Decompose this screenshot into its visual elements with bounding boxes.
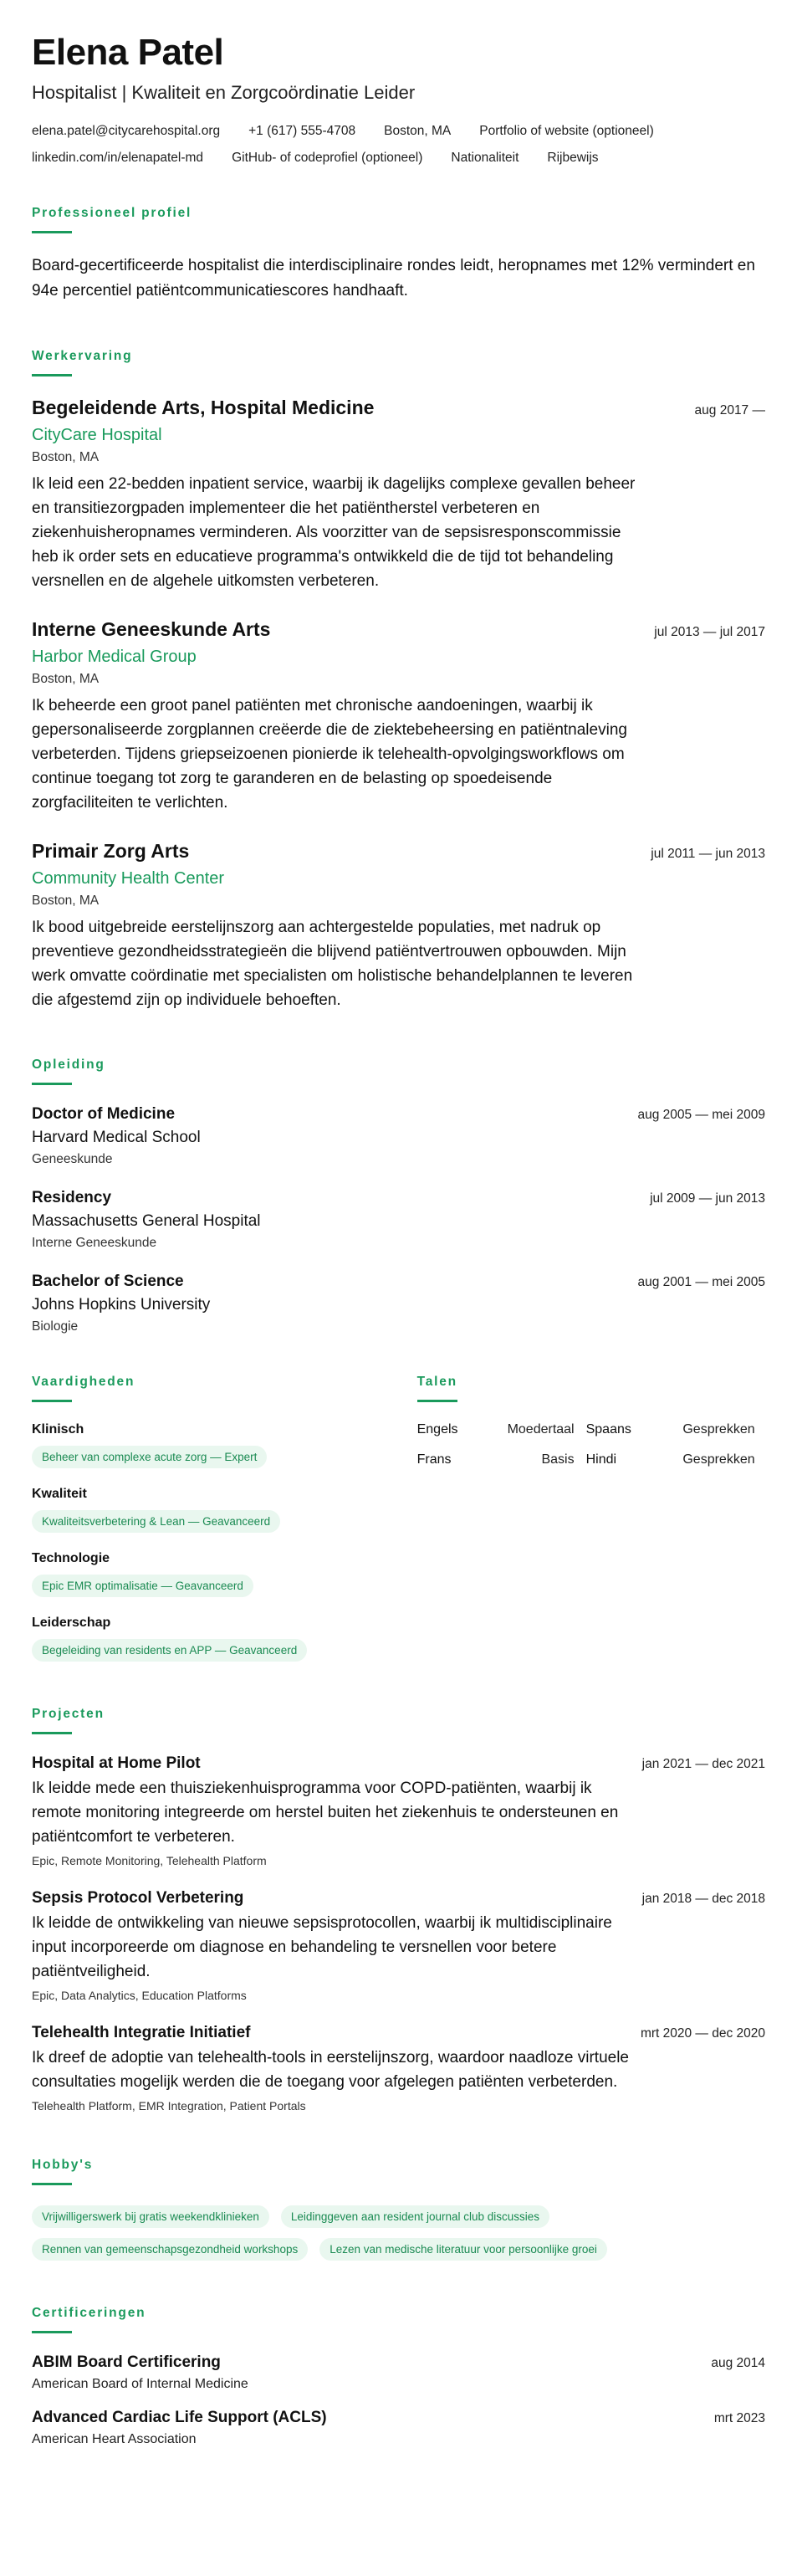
education-dates: aug 2005 — mei 2009 (637, 1108, 765, 1122)
education-entry (32, 1105, 765, 1167)
certification-entry (32, 2353, 765, 2392)
language-name: Spaans (585, 1422, 631, 1437)
skill-group (32, 1422, 360, 1468)
project-dates: jan 2021 — dec 2021 (641, 1757, 765, 1771)
project-description: Ik dreef de adoptie van telehealth-tools in eerstelijnszorg, waardoor naadloze virtuele consultaties mogelijk werden die de toegang voor afgelegen patiënten verbeterden. (32, 2049, 629, 2091)
section-title: Talen (416, 1375, 457, 1389)
section-divider (32, 1083, 72, 1085)
skills-section (32, 1375, 360, 1662)
education-degree: Bachelor of Science (32, 1273, 184, 1290)
job-title: Primair Zorg Arts (32, 840, 190, 862)
contact-portfolio[interactable]: Portfolio of website (optioneel) (479, 124, 654, 138)
job-location: Boston, MA (32, 672, 100, 686)
skill-category: Technologie (32, 1551, 110, 1565)
project-technologies: Epic, Data Analytics, Education Platforms (32, 1989, 247, 2002)
job-description: Ik leid een 22-bedden inpatient service, waarbij ik dagelijks complexe gevallen beheer en transitiezorgpaden implementeer die het patiëntherstel verbeteren en ziekenhuisheropnames verminderen. Als voorzitter van de sepsisresponscommissie heb ik order sets en educatieve programma's ontwikkeld die de tijd tot behandeling versnellen en de algehele uitkomsten verbeteren. (32, 475, 636, 590)
section-divider (417, 1400, 457, 1402)
contact-list (32, 124, 765, 166)
section-title: Hobby's (32, 2158, 94, 2172)
section-divider (32, 1400, 72, 1402)
job-dates: aug 2017 — (694, 403, 765, 417)
skill-group (32, 1487, 360, 1533)
skill-category: Leiderschap (32, 1616, 111, 1630)
certification-entry (32, 2409, 765, 2447)
project-entry (32, 1889, 765, 2002)
project-technologies: Epic, Remote Monitoring, Telehealth Platform (32, 1854, 267, 1867)
hobbies-section (32, 2158, 765, 2261)
contact-nationality: Nationaliteit (451, 151, 519, 165)
section-divider (32, 374, 72, 376)
job-company: Harbor Medical Group (32, 648, 197, 666)
project-entry (32, 2024, 765, 2113)
certifications-section (32, 2306, 765, 2447)
job-location: Boston, MA (32, 894, 100, 908)
certification-issuer: American Board of Internal Medicine (32, 2377, 248, 2391)
resume-header (32, 32, 765, 166)
job-title: Begeleidende Arts, Hospital Medicine (32, 397, 375, 418)
job-dates: jul 2013 — jul 2017 (654, 625, 765, 639)
profile-section (32, 206, 765, 304)
education-degree: Doctor of Medicine (32, 1105, 176, 1123)
contact-phone[interactable]: +1 (617) 555-4708 (248, 124, 356, 138)
skill-tag: Begeleiding van residents en APP — Geavanceerd (32, 1639, 307, 1662)
contact-email[interactable]: elena.patel@citycarehospital.org (32, 124, 221, 138)
experience-section (32, 349, 765, 1012)
project-technologies: Telehealth Platform, EMR Integration, Patient Portals (32, 2099, 306, 2113)
language-name: Engels (416, 1422, 458, 1437)
language-level: Basis (541, 1452, 575, 1467)
job-location: Boston, MA (32, 450, 100, 464)
skill-group (32, 1616, 360, 1662)
languages-section (417, 1375, 765, 1662)
skill-category: Kwaliteit (32, 1487, 87, 1501)
language-level: Gesprekken (682, 1452, 755, 1467)
education-field: Biologie (32, 1319, 79, 1334)
education-field: Interne Geneeskunde (32, 1236, 157, 1250)
job-dates: jul 2011 — jun 2013 (651, 847, 765, 861)
contact-location: Boston, MA (384, 124, 452, 138)
skills-languages-row (32, 1375, 765, 1662)
project-title: Sepsis Protocol Verbetering (32, 1889, 244, 1907)
hobby-tag: Rennen van gemeenschapsgezondheid workshops (32, 2238, 308, 2261)
project-entry (32, 1754, 765, 1867)
project-dates: jan 2018 — dec 2018 (641, 1892, 765, 1906)
section-title: Vaardigheden (32, 1375, 135, 1389)
project-description: Ik leidde de ontwikkeling van nieuwe sepsisprotocollen, waarbij ik multidisciplinaire input incorporeerde om diagnose en behandeling te versnellen voor betere patiëntveiligheid. (32, 1914, 612, 1980)
education-dates: jul 2009 — jun 2013 (650, 1191, 765, 1206)
certification-issuer: American Heart Association (32, 2432, 197, 2446)
contact-github[interactable]: GitHub- of codeprofiel (optioneel) (232, 151, 423, 165)
job-company: CityCare Hospital (32, 426, 162, 444)
project-description: Ik leidde mede een thuisziekenhuisprogramma voor COPD-patiënten, waarbij ik remote monitoring integreerde om herstel buiten het ziekenhuis te ondersteunen en patiëntcomfort te verbeteren. (32, 1780, 619, 1846)
project-title: Hospital at Home Pilot (32, 1754, 201, 1772)
education-entry (32, 1273, 765, 1334)
hobby-tag: Lezen van medische literatuur voor persoonlijke groei (319, 2238, 607, 2261)
education-school: Massachusetts General Hospital (32, 1212, 261, 1230)
section-divider (32, 1732, 72, 1734)
education-school: Johns Hopkins University (32, 1296, 211, 1314)
section-divider (32, 2183, 72, 2185)
job-entry (32, 618, 765, 815)
section-title: Werkervaring (32, 349, 133, 363)
language-level: Gesprekken (682, 1422, 755, 1437)
job-entry (32, 840, 765, 1012)
education-degree: Residency (32, 1189, 112, 1206)
section-title: Opleiding (32, 1058, 105, 1072)
hobby-list (32, 2205, 718, 2261)
hobby-tag: Leidinggeven aan resident journal club discussies (281, 2205, 549, 2228)
certification-title: Advanced Cardiac Life Support (ACLS) (32, 2409, 327, 2426)
certification-date: mrt 2023 (713, 2411, 765, 2425)
education-section (32, 1058, 765, 1334)
education-dates: aug 2001 — mei 2005 (637, 1275, 765, 1289)
skill-group (32, 1551, 360, 1597)
section-title: Professioneel profiel (32, 206, 192, 220)
skill-tag: Epic EMR optimalisatie — Geavanceerd (32, 1575, 253, 1597)
skill-tag: Beheer van complexe acute zorg — Expert (32, 1446, 267, 1468)
hobby-tag: Vrijwilligerswerk bij gratis weekendklinieken (32, 2205, 269, 2228)
job-entry (32, 397, 765, 593)
job-title: Interne Geneeskunde Arts (32, 618, 271, 640)
project-dates: mrt 2020 — dec 2020 (640, 2026, 765, 2041)
skill-tag: Kwaliteitsverbetering & Lean — Geavanceerd (32, 1510, 280, 1533)
contact-drivers-license: Rijbewijs (547, 151, 599, 165)
certification-date: aug 2014 (711, 2356, 765, 2370)
certification-title: ABIM Board Certificering (32, 2353, 221, 2371)
education-school: Harvard Medical School (32, 1129, 201, 1146)
section-title: Projecten (32, 1707, 105, 1721)
language-name: Frans (416, 1452, 452, 1467)
job-description: Ik beheerde een groot panel patiënten met chronische aandoeningen, waarbij ik gepersonaliseerde zorgplannen creëerde die de ziektebeheersing en patiëntnaleving verbeterden. Tijdens griepseizoenen pionierde ik telehealth-opvolgingsworkflows om continue toegang tot zorg te garanderen en de belasting op spoedeisende zorgfaciliteiten te verlichten. (32, 697, 627, 812)
contact-linkedin[interactable]: linkedin.com/in/elenapatel-md (32, 151, 204, 165)
project-title: Telehealth Integratie Initiatief (32, 2024, 251, 2041)
candidate-name: Elena Patel (32, 32, 224, 73)
education-field: Geneeskunde (32, 1152, 113, 1166)
profile-summary: Board-gecertificeerde hospitalist die interdisciplinaire rondes leidt, heropnames met 12% vermindert en 94e percentiel patiëntcommunicatiescores handhaaft. (32, 257, 755, 300)
job-company: Community Health Center (32, 869, 225, 888)
section-divider (32, 231, 72, 233)
section-title: Certificeringen (32, 2306, 146, 2320)
skill-category: Klinisch (32, 1422, 84, 1437)
language-level: Moedertaal (507, 1422, 575, 1437)
job-description: Ik bood uitgebreide eerstelijnszorg aan achtergestelde populaties, met nadruk op preventieve gezondheidsstrategieën die blijvend patiëntvertrouwen opbouwden. Mijn werk omvatte coördinatie met specialisten om holistische behandelplannen te leveren die afgestemd zijn op individuele behoeften. (32, 919, 633, 1009)
candidate-headline: Hospitalist | Kwaliteit en Zorgcoördinatie Leider (32, 82, 416, 103)
section-divider (32, 2331, 72, 2333)
language-list (417, 1422, 765, 1467)
language-name: Hindi (585, 1452, 617, 1467)
projects-section (32, 1707, 765, 2113)
education-entry (32, 1189, 765, 1251)
